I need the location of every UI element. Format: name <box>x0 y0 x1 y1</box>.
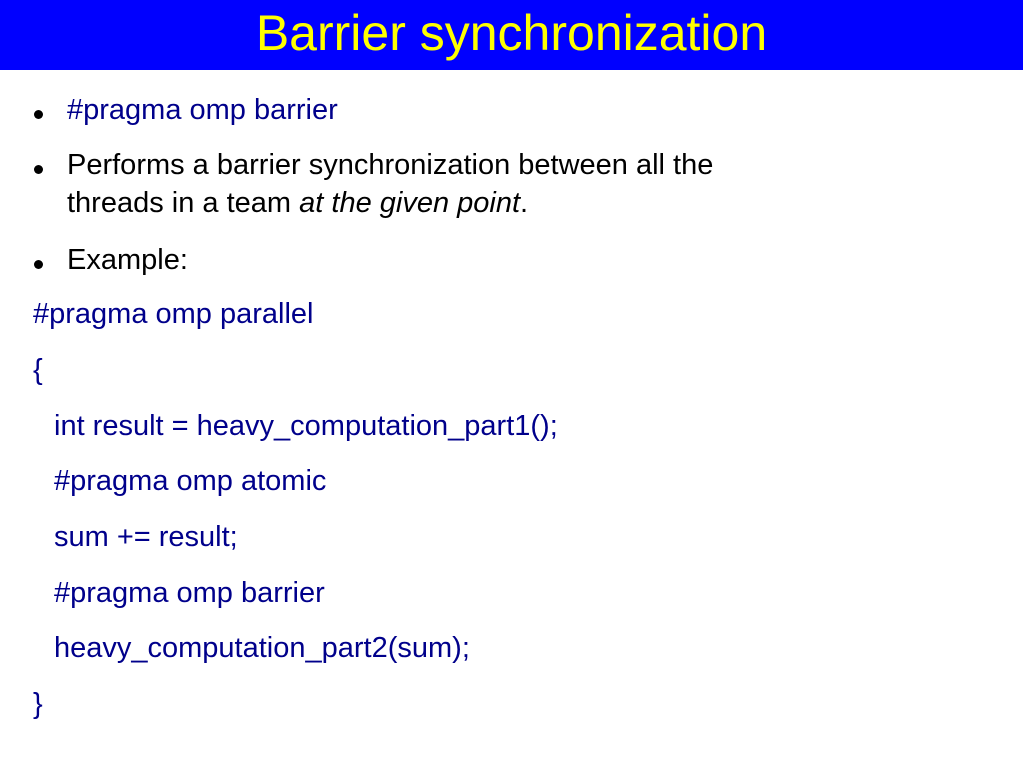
bullet-dot-icon <box>34 165 43 174</box>
bullet-dot-icon <box>34 110 43 119</box>
code-line: int result = heavy_computation_part1(); <box>54 410 558 442</box>
code-line: #pragma omp atomic <box>54 465 327 497</box>
bullet-dot-icon <box>34 260 43 269</box>
bullet-text-prefix: threads in a team <box>67 187 300 219</box>
code-line: { <box>33 354 43 386</box>
slide-title: Barrier synchronization <box>255 5 768 61</box>
code-line: } <box>33 688 43 720</box>
code-line: sum += result; <box>54 521 238 553</box>
bullet-text-line1: Performs a barrier synchronization between all the <box>67 149 714 181</box>
bullet-text: Example: <box>67 244 188 276</box>
code-line: #pragma omp parallel <box>33 298 314 330</box>
bullet-text-line2 <box>67 185 528 222</box>
title-bar <box>0 0 1023 70</box>
bullet-text: #pragma omp barrier <box>67 94 338 126</box>
code-line: #pragma omp barrier <box>54 577 325 609</box>
bullet-text-emphasis: at the given point <box>299 187 521 219</box>
bullet-text-suffix: . <box>520 187 529 219</box>
code-line: heavy_computation_part2(sum); <box>54 632 470 664</box>
